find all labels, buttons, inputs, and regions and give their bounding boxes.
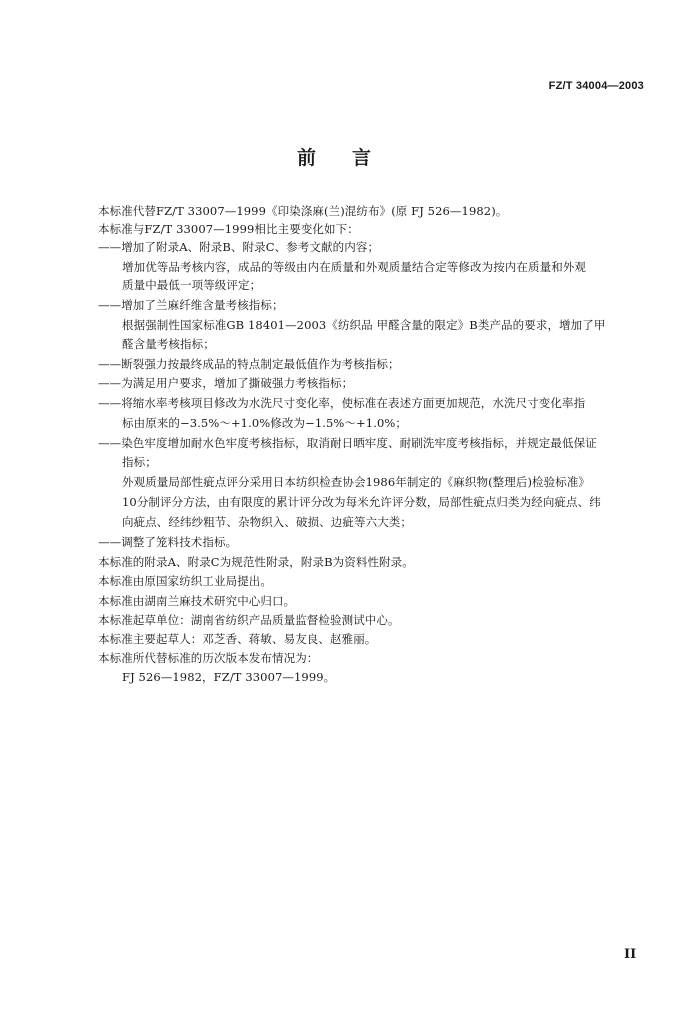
text-line: 向疵点、经纬纱粗节、杂物织入、破损、边疵等六大类； <box>122 515 412 529</box>
text-line: ——增加了附录A、附录B、附录C、参考文献的内容； <box>98 240 380 254</box>
text-line: 本标准所代替标准的历次版本发布情况为： <box>98 651 319 665</box>
text-line: 标由原来的−3.5%～+1.0%修改为−1.5%～+1.0%； <box>122 416 408 430</box>
text-line: ——调整了笼料技术指标。 <box>98 535 238 549</box>
text-line: ——为满足用户要求，增加了撕破强力考核指标； <box>98 376 354 390</box>
page-number: II <box>624 947 637 962</box>
text-line: ——将缩水率考核项目修改为水洗尺寸变化率，使标准在表述方面更加规范，水洗尺寸变化率指 <box>98 396 586 410</box>
text-line: 根据强制性国家标准GB 18401—2003《纺织品 甲醛含量的限定》B类产品的要求，增加了甲 <box>122 318 606 332</box>
text-line: 10分制评分方法，由有限度的累计评分改为每米允许评分数，局部性疵点归类为经向疵点、纬 <box>122 495 601 509</box>
text-line: 本标准起草单位：湖南省纺织产品质量监督检验测试中心。 <box>98 613 400 627</box>
text-line: ——增加了兰麻纤维含量考核指标； <box>98 298 284 312</box>
text-line: 本标准的附录A、附录C为规范性附录，附录B为资料性附录。 <box>98 555 414 569</box>
text-line: 外观质量局部性疵点评分采用日本纺织检查协会1986年制定的《麻织物(整理后)检验标准》 <box>122 475 591 489</box>
text-line: 增加优等品考核内容，成品的等级由内在质量和外观质量结合定等修改为按内在质量和外观 <box>122 260 586 274</box>
text-line: 本标准由原国家纺织工业局提出。 <box>98 574 272 588</box>
standard-number: FZ/T 34004—2003 <box>548 80 644 92</box>
text-line: ——断裂强力按最终成品的特点制定最低值作为考核指标； <box>98 357 400 371</box>
text-line: 本标准与FZ/T 33007—1999相比主要变化如下： <box>98 222 359 236</box>
text-line: 质量中最低一项等级评定； <box>122 278 262 292</box>
page-title: 前言 <box>296 147 407 169</box>
text-line: 本标准由湖南兰麻技术研究中心归口。 <box>98 594 296 608</box>
text-line: 醛含量考核指标； <box>122 337 215 351</box>
text-line: ——染色牢度增加耐水色牢度考核指标，取消耐日晒牢度、耐刷洗牢度考核指标，并规定最低保证 <box>98 436 597 450</box>
text-line: FJ 526—1982，FZ/T 33007—1999。 <box>122 670 336 684</box>
text-line: 本标准代替FZ/T 33007—1999《印染涤麻(兰)混纺布》(原 FJ 526—1982)。 <box>98 204 508 218</box>
text-line: 本标准主要起草人：邓芝香、蒋敏、易友良、赵雅丽。 <box>98 632 377 646</box>
text-line: 指标； <box>122 455 157 469</box>
